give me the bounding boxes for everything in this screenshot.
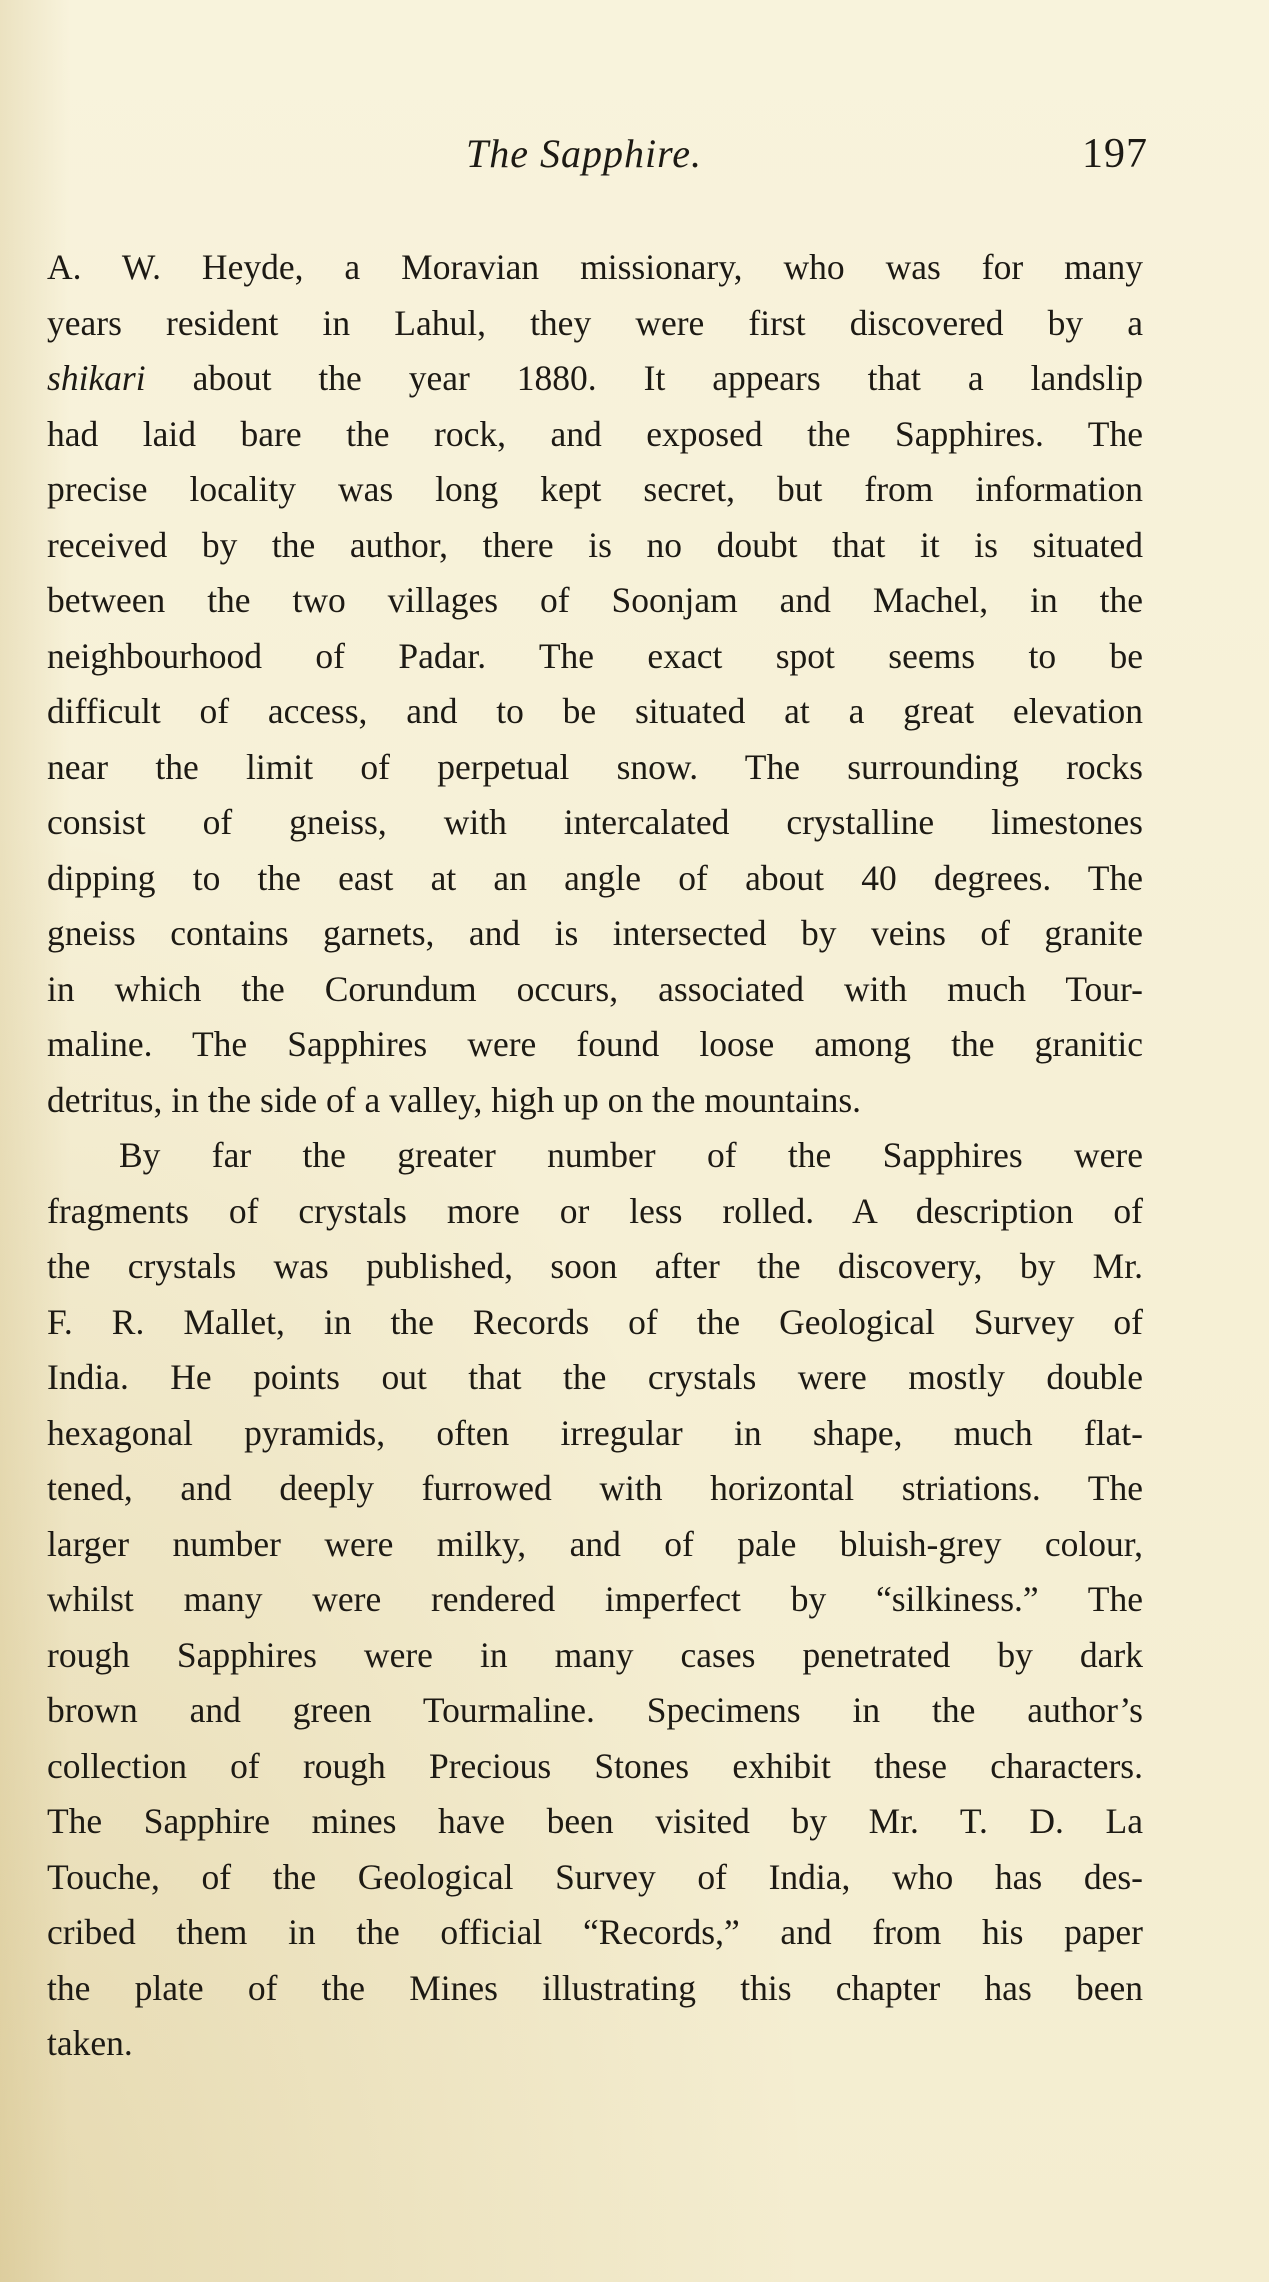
text-line: difficult of access, and to be situated at a great elevation: [47, 691, 1143, 731]
text-line: [47, 351, 1143, 407]
text-line: consist of gneiss, with intercalated crystalline limestones: [47, 802, 1143, 842]
text-line: whilst many were rendered imperfect by “silkiness.” The: [47, 1579, 1143, 1619]
text-line: near the limit of perpetual snow. The surrounding rocks: [47, 746, 1143, 787]
text-line: between the two villages of Soonjam and Machel, in the: [47, 580, 1143, 620]
text-line: The Sapphire mines have been visited by Mr. T. D. La: [47, 1801, 1143, 1841]
text-line: taken.: [47, 2023, 133, 2063]
body-text: [47, 240, 1143, 2072]
text-line: the plate of the Mines illustrating this chapter has been: [47, 1967, 1143, 2008]
text-line: By far the greater number of the Sapphires were: [119, 1135, 1143, 1175]
page-number: 197: [1082, 131, 1148, 177]
italic-term: shikari: [47, 358, 146, 398]
text-line: the crystals was published, soon after the discovery, by Mr.: [47, 1246, 1143, 1286]
text-line: collection of rough Precious Stones exhibit these characters.: [47, 1745, 1143, 1786]
text-line: dipping to the east at an angle of about 40 degrees. The: [47, 857, 1143, 898]
text-line: hexagonal pyramids, often irregular in shape, much flat-: [47, 1412, 1143, 1453]
text-line: had laid bare the rock, and exposed the Sapphires. The: [47, 413, 1143, 454]
text-line: years resident in Lahul, they were first discovered by a: [47, 302, 1143, 343]
text-line: in which the Corundum occurs, associated with much Tour-: [47, 968, 1143, 1009]
text-line: fragments of crystals more or less rolled. A description of: [47, 1190, 1143, 1231]
text-line-rest: about the year 1880. It appears that a landslip: [145, 358, 1143, 398]
text-line: cribed them in the official “Records,” and from his paper: [47, 1912, 1143, 1952]
text-line: larger number were milky, and of pale bluish-grey colour,: [47, 1523, 1143, 1564]
text-line: neighbourhood of Padar. The exact spot seems to be: [47, 635, 1143, 676]
text-line: maline. The Sapphires were found loose among the granitic: [47, 1024, 1143, 1064]
text-line: gneiss contains garnets, and is intersected by veins of granite: [47, 913, 1143, 953]
text-line: rough Sapphires were in many cases penetrated by dark: [47, 1634, 1143, 1675]
text-line: tened, and deeply furrowed with horizontal striations. The: [47, 1468, 1143, 1508]
text-line: India. He points out that the crystals were mostly double: [47, 1357, 1143, 1397]
running-head: [0, 130, 1269, 190]
text-line: Touche, of the Geological Survey of India, who has des-: [47, 1856, 1143, 1897]
text-line: received by the author, there is no doubt that it is situated: [47, 524, 1143, 565]
text-line: detritus, in the side of a valley, high up on the mountains.: [47, 1079, 862, 1120]
running-title: The Sapphire.: [466, 131, 702, 176]
text-line: brown and green Tourmaline. Specimens in the author’s: [47, 1690, 1143, 1730]
text-line: A. W. Heyde, a Moravian missionary, who was for many: [47, 247, 1143, 287]
text-line: F. R. Mallet, in the Records of the Geological Survey of: [47, 1301, 1143, 1342]
text-line: precise locality was long kept secret, but from information: [47, 469, 1143, 509]
